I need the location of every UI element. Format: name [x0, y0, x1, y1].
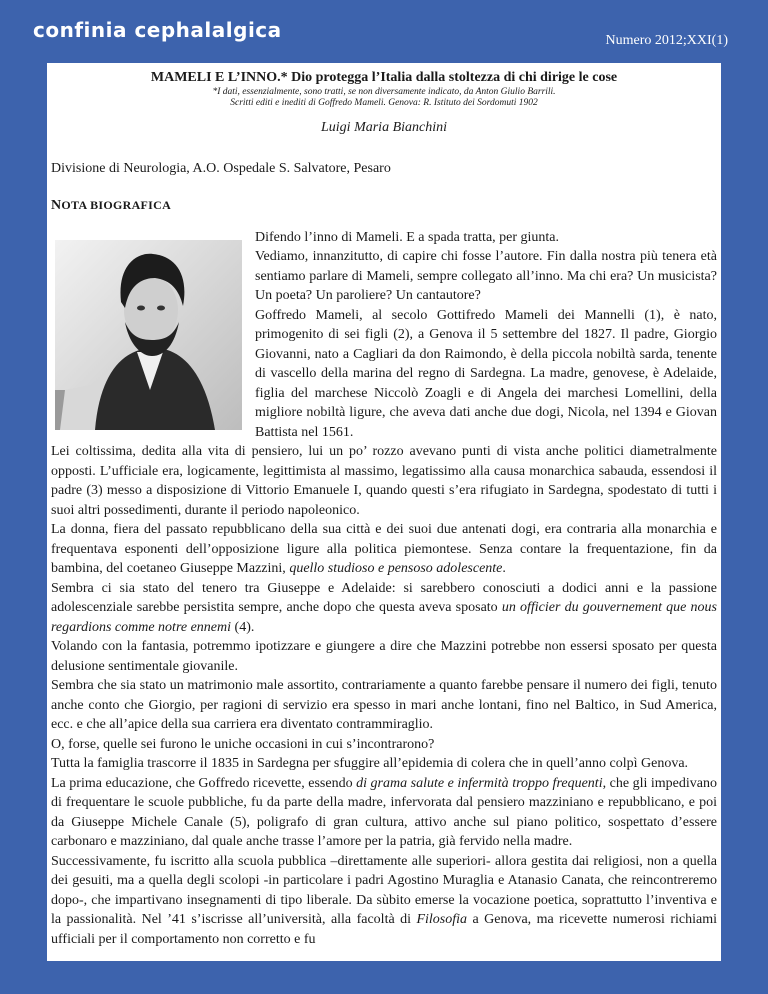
author-affiliation: Divisione di Neurologia, A.O. Ospedale S. Salvatore, Pesaro [51, 160, 391, 176]
issue-number: Numero 2012;XXI(1) [605, 33, 728, 48]
article-body [51, 228, 717, 950]
paragraph: Volando con la fantasia, potremmo ipotizzare e giungere a dire che Mazzini potrebbe non essersi sposato per questa delusione sentimentale giovanile. [51, 639, 717, 674]
title-footnote-line1: *I dati, essenzialmente, sono tratti, se non diversamente indicato, da Anton Giulio Barrili. [212, 87, 556, 97]
author-name: Luigi Maria Bianchini [321, 120, 447, 135]
paragraph: Vediamo, innanzitutto, di capire chi fosse l’autore. Fin dalla nostra più tenera età sentiamo parlare di Mameli, sempre collegato all’inno. Ma chi era? Un musicista? Un poeta? Un paroliere? Un cantautore? [255, 249, 717, 303]
title-footnote-line2: Scritti editi e inediti di Goffredo Mameli. Genova: R. Istituto dei Sordomuti 1902 [230, 98, 538, 108]
paragraph: Difendo l’inno di Mameli. E a spada tratta, per giunta. [255, 229, 560, 245]
text-run: Sembra ci sia stato del tenero tra Giuseppe e Adelaide: si sarebbero conosciuti a dodici anni e la passione adolescenziale sarebbe persistita sempre, anche dopo che questa aveva sposato [51, 580, 717, 615]
italic-term: Filosofia [416, 912, 468, 927]
paragraph: Tutta la famiglia trascorre il 1835 in Sardegna per sfuggire all’epidemia di colera che in quell’anno colpì Genova. [51, 756, 689, 771]
journal-brand: confinia cephalalgica [33, 18, 282, 42]
paragraph [51, 520, 717, 579]
text-run: (4). [231, 619, 255, 635]
paragraph [51, 852, 717, 950]
paragraph: Sembra che sia stato un matrimonio male assortito, contrariamente a quanto farebbe pensare il numero dei figli, tenuto anche conto che Giorgio, per ragioni di servizio era spesso in mari anche lontani, fino nel Baltico, in Sud America, ecc. e che all’apice della sua carriera era diventato contrammiraglio. [51, 678, 717, 732]
paragraph: Lei coltissima, dedita alla vita di pensiero, lui un po’ rozzo avevano punti di vista anche politici diametralmente opposti. L’ufficiale era, logicamente, legittimista al massimo, legatissimo alla causa monarchica sabauda, essendosi il padre (3) messo a disposizione di Vittorio Emanuele I, quando questi s’era rifugiato in Sardegna, spodestato di tutti i suoi altri possedimenti, durante il periodo napoleonico. [51, 444, 717, 518]
article-page [47, 63, 721, 961]
text-run: Successivamente, fu iscritto alla scuola pubblica –direttamente alle superiori- allora gestita dai religiosi, non a quella dei gesuiti, ma a quella degli scolopi -in particolare i padri Agostino Muraglia e Atanasio Canata, che reincontreremo dopo-, che impartivano insegnamenti di tipo liberale. Da sùbito emerse la vocazione poetica, soprattutto l’inventiva e la passionalità. Nel ’41 s’iscrisse all’università, alla facoltà di [51, 853, 717, 927]
text-run: . [502, 561, 506, 576]
italic-quote: un officier du gouvernement que nous regardions comme notre ennemi [51, 600, 717, 635]
section-heading-initial: N [51, 198, 62, 213]
text-run: a Genova, ma ricevette numerosi richiami ufficiali per il comportamento non corretto e fu [51, 912, 718, 947]
text-run: La prima educazione, che Goffredo ricevette, essendo [51, 775, 357, 791]
section-heading [51, 196, 717, 216]
italic-quote: di grama salute e infermità troppo frequenti [356, 775, 603, 791]
italic-quote: quello studioso e pensoso adolescente [289, 561, 503, 576]
portrait-image [55, 240, 242, 430]
paragraph: O, forse, quelle sei furono le uniche occasioni in cui s’incontrarono? [51, 736, 435, 752]
paragraph [51, 579, 717, 638]
paragraph: Goffredo Mameli, al secolo Gottifredo Mameli dei Mannelli (1), è nato, primogenito di sei figli (2), a Genova il 5 settembre del 1827. Il padre, Giorgio Giovanni, nato a Cagliari da don Raimondo, è della piccola nobiltà sarda, tenente di vascello della marina del regno di Sardegna. La madre, genovese, è Adelaide, figlia del marchese Niccolò Zoagli e di Angela dei marchesi Lomellini, della migliore nobiltà ligure, che aveva dati anche due dogi, Nicola, nel 1394 e Giovan Battista nel 1561. [255, 307, 717, 440]
article-title: MAMELI E L’INNO.* Dio protegga l’Italia dalla stoltezza di chi dirige le cose [150, 70, 618, 85]
paragraph [51, 774, 717, 852]
section-heading-rest: OTA BIOGRAFICA [61, 198, 172, 212]
text-run: La donna, fiera del passato repubblicano della sua città e dei suoi due antenati dogi, era contraria alla monarchia e frequentava esponenti dell’opposizione ligure alla politica piemontese. Senza contare la frequentazione, fin da bambina, del coetaneo Giuseppe Mazzini, [51, 522, 717, 576]
text-run: , che gli impedivano di frequentare le scuole pubbliche, fu da parte della madre, infervorata dal pensiero mazziniano e repubblicano, e poi da Giuseppe Michele Canale (5), poligrafo di gran cultura, attivo anche sul piano politico, sospettato d’essere carbonaro e mazziniano, dal quale anche trasse l’amore per la patria, già fervido nella madre. [51, 775, 717, 849]
